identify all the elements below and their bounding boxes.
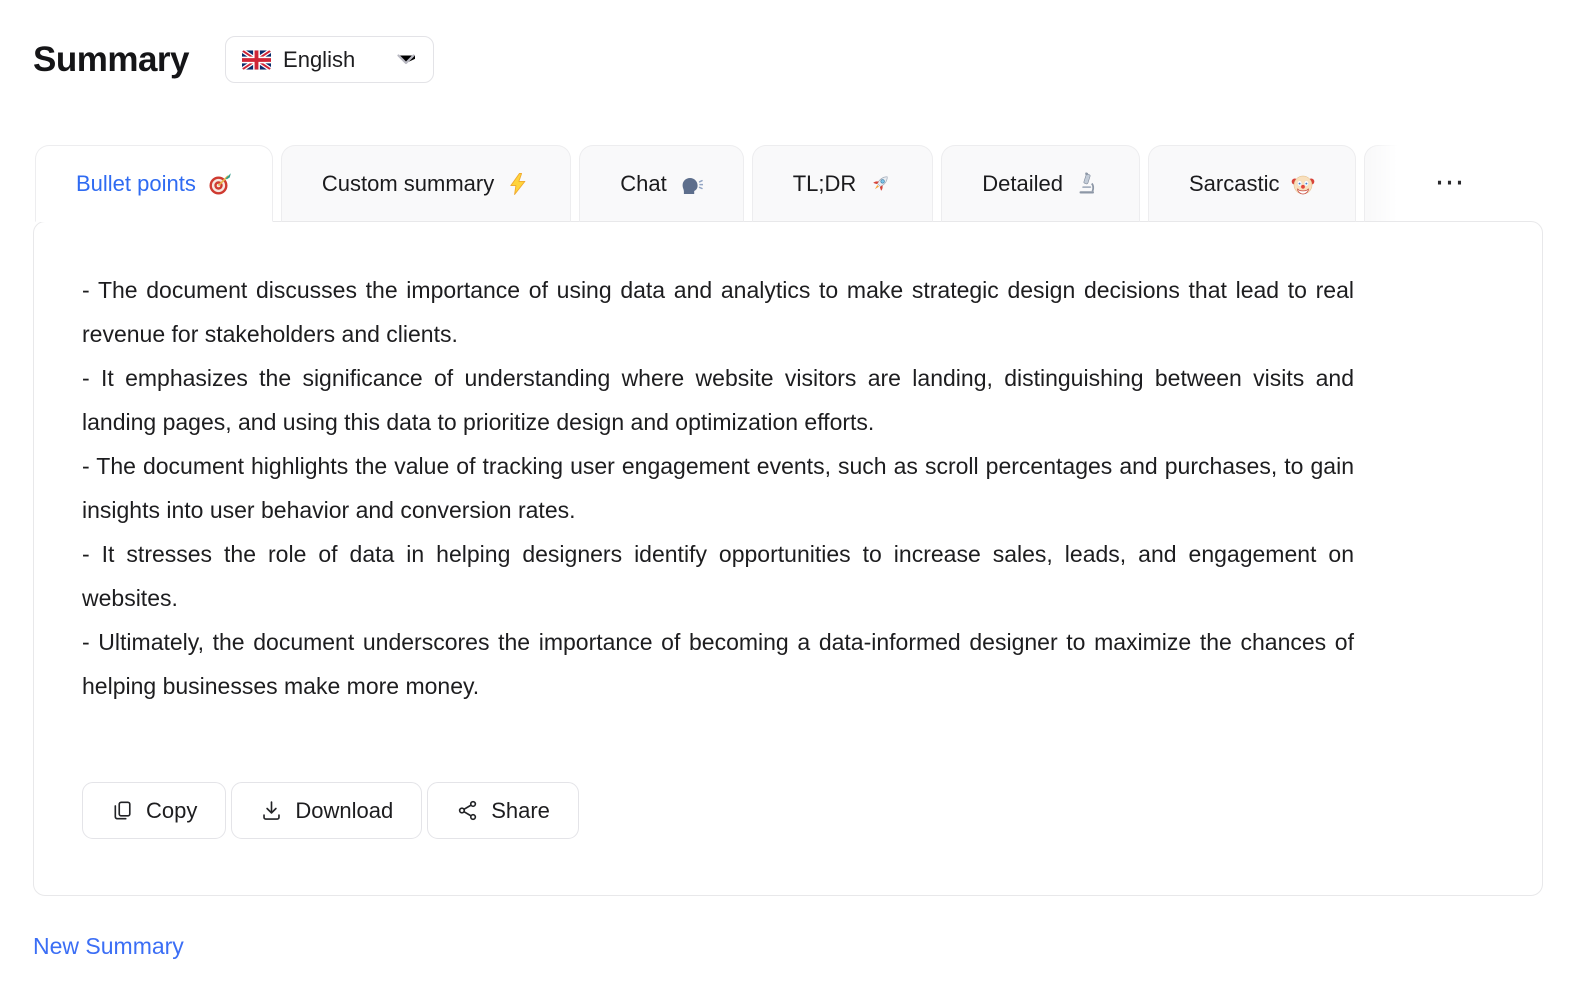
summary-content (82, 268, 1354, 708)
tab-label: Chat (620, 170, 667, 196)
tab-label: Sarcastic (1188, 170, 1280, 196)
download-label: Download (295, 797, 394, 823)
tab-clipped[interactable] (1364, 145, 1398, 222)
language-label: English (283, 46, 356, 72)
share-label: Share (491, 797, 550, 823)
tab-label: Bullet points (76, 170, 196, 196)
clown-emoji-icon (1291, 172, 1315, 196)
tab-bullet-points[interactable] (35, 145, 273, 222)
speaking-head-emoji-icon (679, 172, 703, 196)
tab-label: Detailed (982, 170, 1063, 196)
copy-label: Copy (146, 797, 198, 823)
summary-panel (33, 221, 1543, 896)
summary-bullet: - It stresses the role of data in helping designers identify opportunities to increase sales, leads, and engagement on websites. (82, 541, 1354, 611)
summary-bullet: - Ultimately, the document underscores the importance of becoming a data-informed designer to maximize the chances of helping businesses make more money. (82, 629, 1354, 699)
language-selector[interactable] (225, 36, 434, 83)
share-button[interactable] (427, 782, 579, 839)
summary-bullet: - It emphasizes the significance of understanding where website visitors are landing, distinguishing between visits and landing pages, and using this data to prioritize design and optimization efforts. (82, 365, 1354, 435)
tab-chat[interactable] (579, 145, 743, 222)
summary-style-tabs (33, 145, 1543, 221)
target-emoji-icon (208, 172, 232, 196)
chevron-down-icon (397, 54, 415, 65)
tab-label: Custom summary (321, 170, 495, 196)
download-icon (260, 799, 283, 822)
more-tabs-button[interactable]: ⋯ (1426, 164, 1474, 202)
copy-icon (111, 799, 134, 822)
download-button[interactable] (231, 782, 422, 839)
rocket-emoji-icon (868, 172, 892, 196)
new-summary-link[interactable]: New Summary (33, 933, 184, 959)
tab-detailed[interactable] (941, 145, 1140, 222)
uk-flag-icon (242, 50, 271, 70)
summary-bullet: - The document discusses the importance of using data and analytics to make strategic design decisions that lead to real revenue for stakeholders and clients. (82, 277, 1354, 347)
summary-bullet: - The document highlights the value of tracking user engagement events, such as scroll percentages and purchases, to gain insights into user behavior and conversion rates. (82, 453, 1354, 523)
header (33, 36, 1543, 83)
lightning-emoji-icon (506, 172, 530, 196)
tab-sarcastic[interactable] (1148, 145, 1356, 222)
page-title: Summary (33, 39, 190, 79)
tab-custom-summary[interactable] (281, 145, 571, 222)
tab-tldr[interactable] (752, 145, 934, 222)
share-icon (456, 799, 479, 822)
tab-label: TL;DR (792, 170, 857, 196)
copy-button[interactable] (82, 782, 226, 839)
microscope-emoji-icon (1075, 172, 1099, 196)
actions-toolbar (82, 782, 1494, 839)
